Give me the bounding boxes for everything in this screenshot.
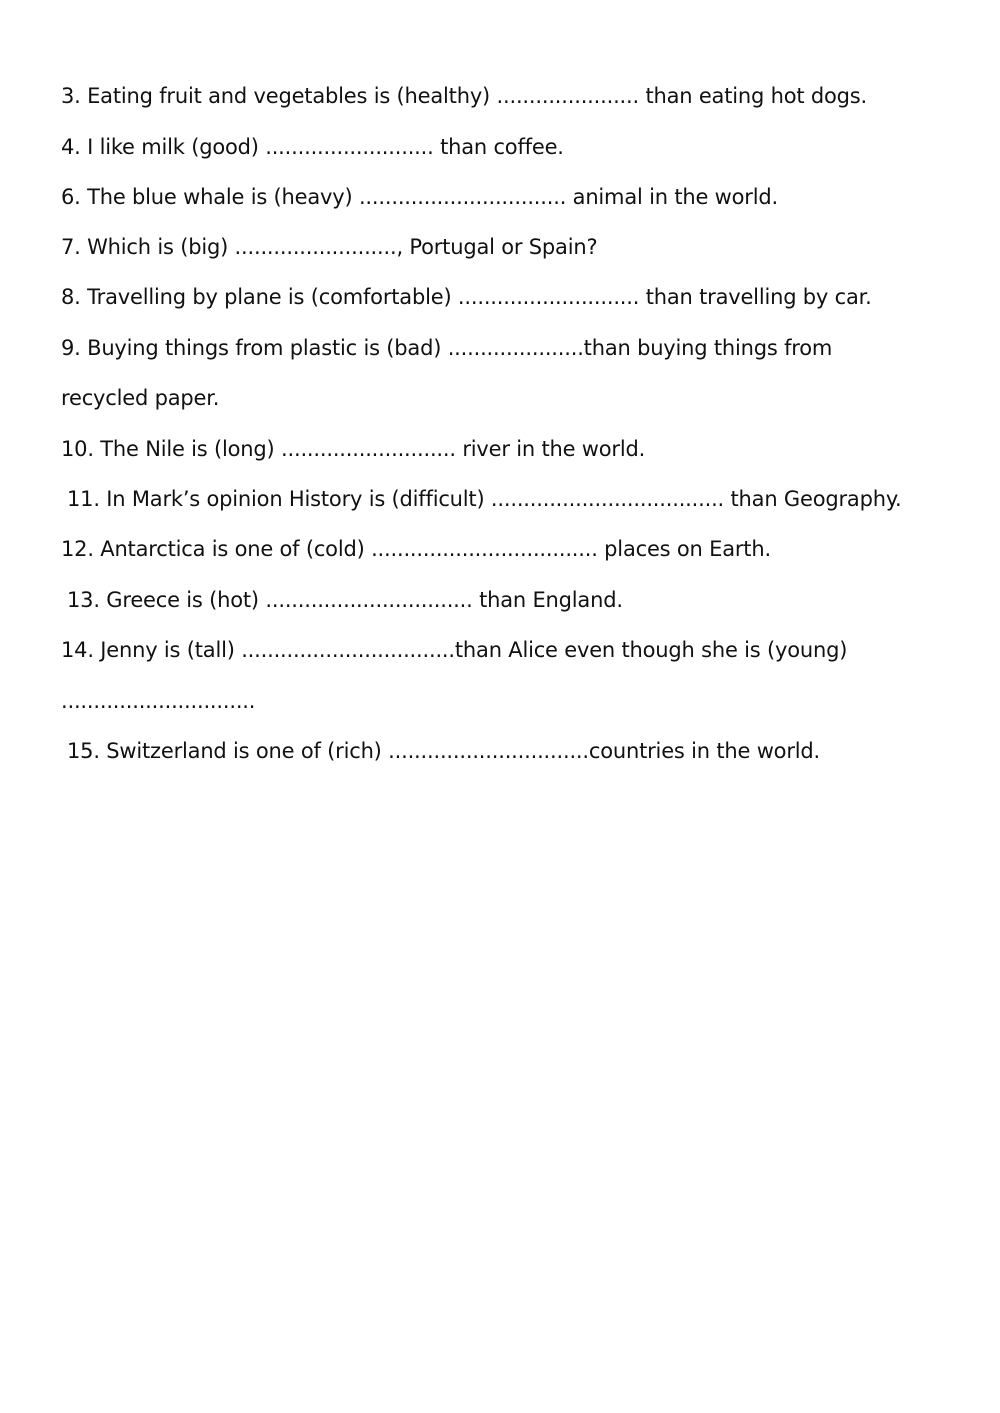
- exercise-9: 9. Buying things from plastic is (bad) .....................than buying things from: [61, 336, 833, 360]
- exercise-3: 3. Eating fruit and vegetables is (healthy) ...................... than eating hot dogs.: [61, 84, 868, 108]
- exercise-10: 10. The Nile is (long) ........................... river in the world.: [61, 437, 646, 461]
- exercise-14: 14. Jenny is (tall) .................................than Alice even though she is (young): [61, 638, 848, 662]
- exercise-12: 12. Antarctica is one of (cold) ................................... places on Earth.: [61, 537, 771, 561]
- exercise-7: 7. Which is (big) ........................., Portugal or Spain?: [61, 235, 598, 259]
- exercise-11: 11. In Mark’s opinion History is (difficult) .................................... than Geography.: [67, 487, 902, 511]
- exercise-8: 8. Travelling by plane is (comfortable) ............................ than travelling by car.: [61, 285, 872, 309]
- exercise-9-continuation: recycled paper.: [61, 386, 220, 410]
- exercise-14-continuation: ..............................: [61, 689, 256, 713]
- exercise-15: 15. Switzerland is one of (rich) ...............................countries in the world.: [67, 739, 820, 763]
- exercise-6: 6. The blue whale is (heavy) ................................ animal in the world.: [61, 185, 778, 209]
- exercise-4: 4. I like milk (good) .......................... than coffee.: [61, 135, 564, 159]
- exercise-13: 13. Greece is (hot) ................................ than England.: [67, 588, 623, 612]
